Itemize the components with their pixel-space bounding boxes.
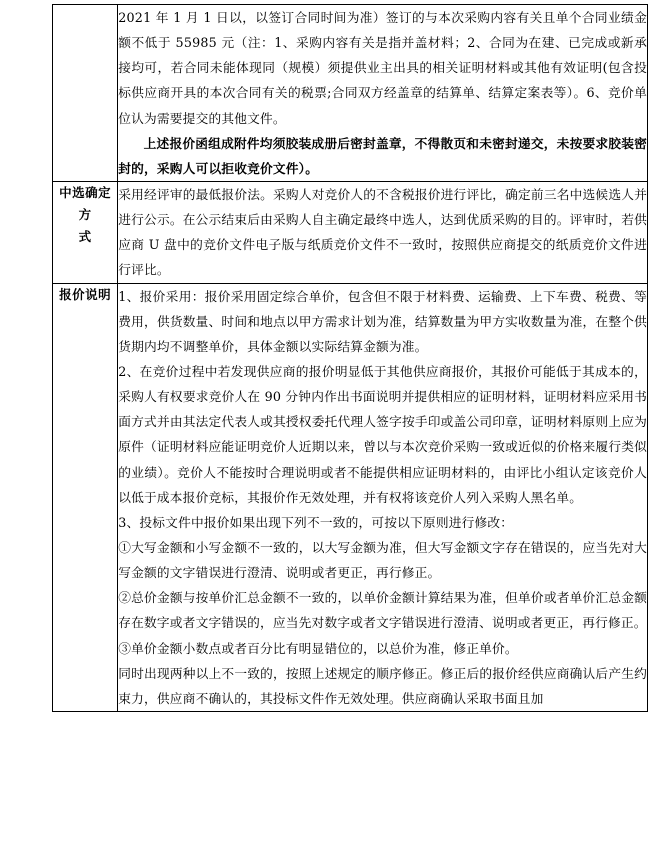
paragraph: 同时出现两种以上不一致的，按照上述规定的顺序修正。修正后的报价经供应商确认后产生约束力，供应商不确认的，其投标文件作无效处理。供应商确认采取书面且加 <box>118 665 647 706</box>
row-content-cell <box>118 5 648 182</box>
paragraph: 1、报价采用：报价采用固定综合单价，包含但不限于材料费、运输费、上下车费、税费、等费用，供货数量、时间和地点以甲方需求计划为准，结算数量为甲方实收数量为准，在整个供货期内均不调整单价，具体金额以实际结算金额为准。 <box>118 288 647 354</box>
table-body <box>53 5 648 712</box>
row-label-text <box>53 284 117 306</box>
paragraph: 2021 年 1 月 1 日以，以签订合同时间为准）签订的与本次采购内容有关且单个合同业绩金额不低于 55985 元（注：1、采购内容有关是指并盖材料；2、合同为在建、已完成或新承接均可，若合同未能体现同（规模）须提供业主出具的相关证明材料或其他有效证明(包含投标供应商开具的本次合同有关的税票;合同双方经盖章的结算单、结算定案表等）。6、竞价单位认为需要提交的其他文件。 <box>118 10 647 126</box>
paragraph: 采用经评审的最低报价法。采购人对竞价人的不含税报价进行评比，确定前三名中选候选人并进行公示。在公示结束后由采购人自主确定最终中选人，达到优质采购的目的。评审时，若供应商 U 盘中的竞价文件电子版与纸质竞价文件不一致时，按照供应商提交的纸质竞价文件进行评比。 <box>118 186 647 278</box>
row-label-cell-empty <box>53 5 118 182</box>
paragraph: ③单价金额小数点或者百分比有明显错位的，以总价为准，修正单价。 <box>118 640 518 656</box>
paragraph: 上述报价函组成附件均须胶装成册后密封盖章，不得散页和未密封递交，未按要求胶装密封的，采购人可以拒收竞价文件）。 <box>118 135 647 176</box>
row-content-cell <box>118 283 648 711</box>
row-label-text <box>53 182 117 248</box>
row-content-inner <box>118 5 647 181</box>
paragraph: ①大写金额和小写金额不一致的，以大写金额为准，但大写金额文字存在错误的，应当先对大写金额的文字错误进行澄清、说明或者更正，再行修正。 <box>118 539 647 581</box>
row-label-line: 中选确定方 <box>59 184 112 222</box>
table-row <box>53 5 648 182</box>
bid-terms-table <box>52 4 648 712</box>
row-label-line: 报价说明 <box>59 286 112 302</box>
row-label-cell-selection-method <box>53 181 118 283</box>
row-content-inner <box>118 182 647 283</box>
table-row <box>53 283 648 711</box>
paragraph: 2、在竞价过程中若发现供应商的报价明显低于其他供应商报价，其报价可能低于其成本的，采购人有权要求竞价人在 90 分钟内作出书面说明并提供相应的证明材料，证明材料应采用书面方式并由其法定代表人或其授权委托代理人签字按手印或盖公司印章，证明材料原则上应为原件（证明材料应能证明竞价人近期以来，曾以与本次竞价采购一致或近似的价格来履行类似的业绩）。竞价人不能按时合理说明或者不能提供相应证明材料的，由评比小组认定该竞价人以低于成本报价竞标，其报价作无效处理，并有权将该竞价人列入采购人黑名单。 <box>118 363 647 505</box>
table-row <box>53 181 648 283</box>
row-label-cell-quotation-notes <box>53 283 118 711</box>
document-page <box>0 4 654 843</box>
paragraph: 3、投标文件中报价如果出现下列不一致的，可按以下原则进行修改： <box>118 514 514 530</box>
row-label-line: 式 <box>78 228 92 244</box>
row-content-inner <box>118 284 647 711</box>
paragraph: ②总价金额与按单价汇总金额不一致的，以单价金额计算结果为准，但单价或者单价汇总金额存在数字或者文字错误的，应当先对数字或者文字错误进行澄清、说明或者更正，再行修正。 <box>118 590 647 631</box>
row-content-cell <box>118 181 648 283</box>
